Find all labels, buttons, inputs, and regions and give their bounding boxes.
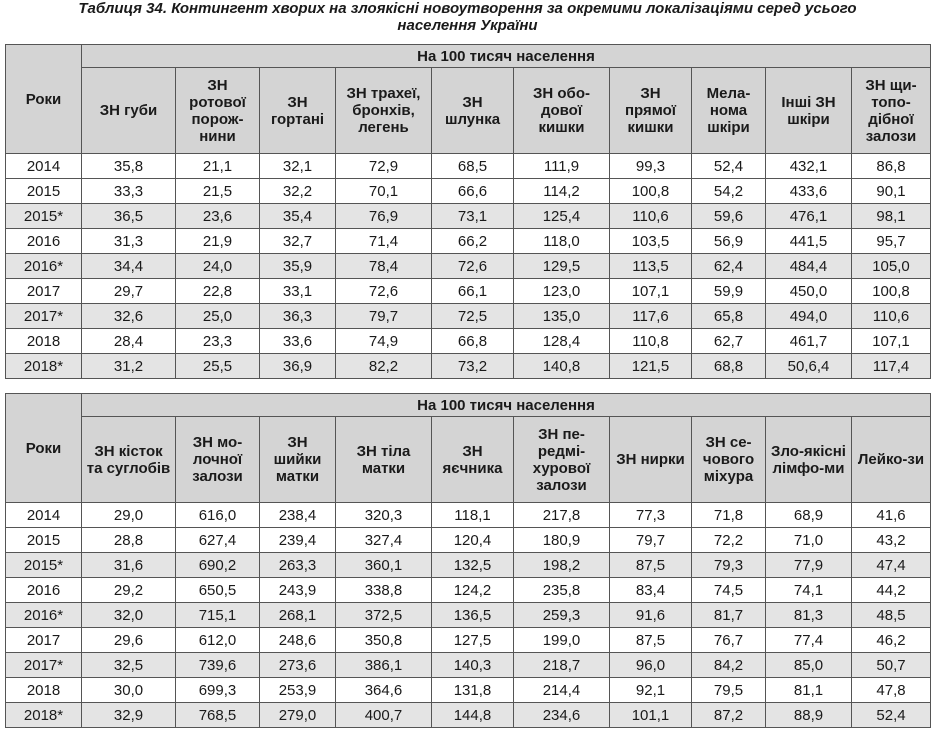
table-cell: 52,4: [852, 703, 931, 728]
table-cell: 41,6: [852, 503, 931, 528]
table-cell: 87,2: [692, 703, 766, 728]
table-cell: 32,7: [260, 229, 336, 254]
table-cell: 99,3: [610, 154, 692, 179]
super-header: На 100 тисяч населення: [82, 45, 931, 68]
table-cell: 273,6: [260, 653, 336, 678]
column-header: ЗН трахеї, бронхів, легень: [336, 68, 432, 154]
table-cell: 72,2: [692, 528, 766, 553]
table-cell: 650,5: [176, 578, 260, 603]
table-cell: 279,0: [260, 703, 336, 728]
column-header: ЗН щи-топо-дібної залози: [852, 68, 931, 154]
table-cell: 31,2: [82, 354, 176, 379]
table-cell: 68,5: [432, 154, 514, 179]
table-cell: 198,2: [514, 553, 610, 578]
table-cell: 70,1: [336, 179, 432, 204]
table-cell: 433,6: [766, 179, 852, 204]
row-year: 2015*: [6, 204, 82, 229]
column-header: ЗН тіла матки: [336, 417, 432, 503]
table-cell: 82,2: [336, 354, 432, 379]
table-cell: 50,7: [852, 653, 931, 678]
table-row: [6, 703, 931, 728]
table-cell: 218,7: [514, 653, 610, 678]
table-row: [6, 304, 931, 329]
table-cell: 360,1: [336, 553, 432, 578]
table-cell: 44,2: [852, 578, 931, 603]
table-row: [6, 528, 931, 553]
table-cell: 690,2: [176, 553, 260, 578]
table-cell: 28,4: [82, 329, 176, 354]
table-cell: 253,9: [260, 678, 336, 703]
column-header: Зло-якісні лімфо-ми: [766, 417, 852, 503]
table-cell: 441,5: [766, 229, 852, 254]
column-header: ЗН яєчника: [432, 417, 514, 503]
table-cell: 739,6: [176, 653, 260, 678]
table-cell: 110,6: [852, 304, 931, 329]
table-cell: 118,0: [514, 229, 610, 254]
row-year: 2018: [6, 329, 82, 354]
table-cell: 234,6: [514, 703, 610, 728]
table-row: [6, 229, 931, 254]
table-cell: 243,9: [260, 578, 336, 603]
table-cell: 48,5: [852, 603, 931, 628]
table-cell: 95,7: [852, 229, 931, 254]
table-cell: 74,9: [336, 329, 432, 354]
table-cell: 372,5: [336, 603, 432, 628]
table-cell: 73,2: [432, 354, 514, 379]
table-cell: 68,8: [692, 354, 766, 379]
table-cell: 33,3: [82, 179, 176, 204]
table-row: [6, 279, 931, 304]
years-header: Роки: [6, 45, 82, 154]
column-header: ЗН се-чового міхура: [692, 417, 766, 503]
table-row: [6, 254, 931, 279]
row-year: 2015: [6, 528, 82, 553]
table-cell: 21,1: [176, 154, 260, 179]
table-cell: 111,9: [514, 154, 610, 179]
table-cell: 110,6: [610, 204, 692, 229]
table-cell: 125,4: [514, 204, 610, 229]
table-cell: 43,2: [852, 528, 931, 553]
table-cell: 72,9: [336, 154, 432, 179]
table-cell: 238,4: [260, 503, 336, 528]
table-cell: 235,8: [514, 578, 610, 603]
table-cell: 320,3: [336, 503, 432, 528]
column-header: ЗН нирки: [610, 417, 692, 503]
column-header: ЗН кісток та суглобів: [82, 417, 176, 503]
table-cell: 715,1: [176, 603, 260, 628]
table-cell: 484,4: [766, 254, 852, 279]
table-cell: 33,6: [260, 329, 336, 354]
table-cell: 699,3: [176, 678, 260, 703]
table-cell: 117,4: [852, 354, 931, 379]
table-cell: 36,3: [260, 304, 336, 329]
table-cell: 31,6: [82, 553, 176, 578]
table-cell: 100,8: [852, 279, 931, 304]
table-cell: 364,6: [336, 678, 432, 703]
table-cell: 29,2: [82, 578, 176, 603]
row-year: 2017: [6, 279, 82, 304]
table-cell: 476,1: [766, 204, 852, 229]
table-cell: 91,6: [610, 603, 692, 628]
table-cell: 117,6: [610, 304, 692, 329]
table-2: [5, 393, 931, 728]
table-row: [6, 653, 931, 678]
table-cell: 100,8: [610, 179, 692, 204]
table-cell: 103,5: [610, 229, 692, 254]
column-header: ЗН ротової порож-нини: [176, 68, 260, 154]
row-year: 2016: [6, 578, 82, 603]
table-cell: 66,6: [432, 179, 514, 204]
row-year: 2016: [6, 229, 82, 254]
table-title: [0, 0, 935, 34]
table-cell: 47,8: [852, 678, 931, 703]
table-row: [6, 678, 931, 703]
table-cell: 79,3: [692, 553, 766, 578]
column-header: Інші ЗН шкіри: [766, 68, 852, 154]
table-cell: 23,3: [176, 329, 260, 354]
years-header: Роки: [6, 394, 82, 503]
table-cell: 46,2: [852, 628, 931, 653]
table-cell: 135,0: [514, 304, 610, 329]
table-cell: 29,7: [82, 279, 176, 304]
table-cell: 92,1: [610, 678, 692, 703]
column-header: ЗН гортані: [260, 68, 336, 154]
table-cell: 66,1: [432, 279, 514, 304]
table-cell: 386,1: [336, 653, 432, 678]
title-line-1: Таблиця 34. Контингент хворих на злоякісні новоутворення за окремими локалізаціями серед усього: [78, 0, 857, 17]
title-line-2: населення України: [397, 17, 538, 34]
table-cell: 71,8: [692, 503, 766, 528]
table-cell: 33,1: [260, 279, 336, 304]
table-cell: 76,9: [336, 204, 432, 229]
column-header: ЗН прямої кишки: [610, 68, 692, 154]
row-year: 2014: [6, 154, 82, 179]
row-year: 2014: [6, 503, 82, 528]
table-cell: 81,3: [766, 603, 852, 628]
table-row: [6, 603, 931, 628]
table-cell: 118,1: [432, 503, 514, 528]
table-cell: 65,8: [692, 304, 766, 329]
table-cell: 129,5: [514, 254, 610, 279]
table-cell: 79,7: [610, 528, 692, 553]
table-cell: 248,6: [260, 628, 336, 653]
table-cell: 105,0: [852, 254, 931, 279]
row-year: 2017*: [6, 304, 82, 329]
table-cell: 136,5: [432, 603, 514, 628]
table-cell: 400,7: [336, 703, 432, 728]
table-cell: 25,0: [176, 304, 260, 329]
table-row: [6, 329, 931, 354]
table-cell: 21,9: [176, 229, 260, 254]
row-year: 2018: [6, 678, 82, 703]
table-cell: 77,4: [766, 628, 852, 653]
table-row: [6, 179, 931, 204]
table-cell: 768,5: [176, 703, 260, 728]
row-year: 2016*: [6, 603, 82, 628]
table-cell: 87,5: [610, 628, 692, 653]
table-cell: 259,3: [514, 603, 610, 628]
table-cell: 72,5: [432, 304, 514, 329]
table-cell: 217,8: [514, 503, 610, 528]
table-cell: 132,5: [432, 553, 514, 578]
table-cell: 54,2: [692, 179, 766, 204]
table-row: [6, 628, 931, 653]
table-cell: 32,6: [82, 304, 176, 329]
row-year: 2018*: [6, 703, 82, 728]
table-cell: 72,6: [336, 279, 432, 304]
table-cell: 90,1: [852, 179, 931, 204]
table-cell: 87,5: [610, 553, 692, 578]
column-header: ЗН шлунка: [432, 68, 514, 154]
table-cell: 68,9: [766, 503, 852, 528]
table-cell: 180,9: [514, 528, 610, 553]
table-cell: 123,0: [514, 279, 610, 304]
table-cell: 36,9: [260, 354, 336, 379]
table-1: [5, 44, 931, 379]
row-year: 2017: [6, 628, 82, 653]
table-cell: 22,8: [176, 279, 260, 304]
table-cell: 32,0: [82, 603, 176, 628]
table-cell: 81,7: [692, 603, 766, 628]
table-cell: 350,8: [336, 628, 432, 653]
table-cell: 128,4: [514, 329, 610, 354]
table-cell: 66,2: [432, 229, 514, 254]
table-cell: 71,4: [336, 229, 432, 254]
table-cell: 127,5: [432, 628, 514, 653]
table-cell: 239,4: [260, 528, 336, 553]
column-header: ЗН губи: [82, 68, 176, 154]
table-row: [6, 204, 931, 229]
table-cell: 124,2: [432, 578, 514, 603]
table-cell: 131,8: [432, 678, 514, 703]
table-cell: 24,0: [176, 254, 260, 279]
table-cell: 28,8: [82, 528, 176, 553]
table-cell: 461,7: [766, 329, 852, 354]
row-year: 2015: [6, 179, 82, 204]
table-cell: 338,8: [336, 578, 432, 603]
table-cell: 66,8: [432, 329, 514, 354]
table-row: [6, 578, 931, 603]
table-cell: 120,4: [432, 528, 514, 553]
table-cell: 96,0: [610, 653, 692, 678]
table-cell: 34,4: [82, 254, 176, 279]
table-cell: 140,3: [432, 653, 514, 678]
table-cell: 83,4: [610, 578, 692, 603]
table-cell: 36,5: [82, 204, 176, 229]
table-cell: 84,2: [692, 653, 766, 678]
column-header: ЗН мо-лочної залози: [176, 417, 260, 503]
table-cell: 71,0: [766, 528, 852, 553]
table-cell: 59,6: [692, 204, 766, 229]
table-cell: 79,5: [692, 678, 766, 703]
table-cell: 81,1: [766, 678, 852, 703]
table-cell: 263,3: [260, 553, 336, 578]
table-cell: 77,3: [610, 503, 692, 528]
table-cell: 35,9: [260, 254, 336, 279]
table-row: [6, 354, 931, 379]
table-cell: 107,1: [852, 329, 931, 354]
row-year: 2016*: [6, 254, 82, 279]
table-cell: 50,6,4: [766, 354, 852, 379]
table-cell: 214,4: [514, 678, 610, 703]
table-cell: 432,1: [766, 154, 852, 179]
row-year: 2018*: [6, 354, 82, 379]
row-year: 2015*: [6, 553, 82, 578]
table-cell: 62,4: [692, 254, 766, 279]
table-cell: 79,7: [336, 304, 432, 329]
row-year: 2017*: [6, 653, 82, 678]
table-cell: 98,1: [852, 204, 931, 229]
table-cell: 25,5: [176, 354, 260, 379]
table-cell: 144,8: [432, 703, 514, 728]
table-cell: 74,1: [766, 578, 852, 603]
table-cell: 199,0: [514, 628, 610, 653]
table-row: [6, 553, 931, 578]
table-cell: 74,5: [692, 578, 766, 603]
table-cell: 21,5: [176, 179, 260, 204]
table-cell: 62,7: [692, 329, 766, 354]
table-cell: 72,6: [432, 254, 514, 279]
table-cell: 23,6: [176, 204, 260, 229]
table-cell: 32,1: [260, 154, 336, 179]
table-cell: 107,1: [610, 279, 692, 304]
table-cell: 88,9: [766, 703, 852, 728]
table-cell: 327,4: [336, 528, 432, 553]
column-header: ЗН пе-редмі-хурової залози: [514, 417, 610, 503]
table-cell: 30,0: [82, 678, 176, 703]
table-cell: 29,6: [82, 628, 176, 653]
table-cell: 113,5: [610, 254, 692, 279]
table-cell: 121,5: [610, 354, 692, 379]
table-cell: 35,8: [82, 154, 176, 179]
table-cell: 494,0: [766, 304, 852, 329]
table-cell: 32,5: [82, 653, 176, 678]
table-cell: 86,8: [852, 154, 931, 179]
column-header: Лейко-зи: [852, 417, 931, 503]
table-cell: 29,0: [82, 503, 176, 528]
table-cell: 140,8: [514, 354, 610, 379]
table-cell: 35,4: [260, 204, 336, 229]
table-cell: 52,4: [692, 154, 766, 179]
table-cell: 31,3: [82, 229, 176, 254]
table-cell: 78,4: [336, 254, 432, 279]
table-row: [6, 154, 931, 179]
table-cell: 110,8: [610, 329, 692, 354]
table-cell: 32,2: [260, 179, 336, 204]
table-cell: 59,9: [692, 279, 766, 304]
table-cell: 114,2: [514, 179, 610, 204]
table-cell: 76,7: [692, 628, 766, 653]
table-row: [6, 503, 931, 528]
table-cell: 32,9: [82, 703, 176, 728]
column-header: ЗН обо-дової кишки: [514, 68, 610, 154]
table-cell: 616,0: [176, 503, 260, 528]
table-cell: 56,9: [692, 229, 766, 254]
table-cell: 73,1: [432, 204, 514, 229]
table-cell: 47,4: [852, 553, 931, 578]
column-header: Мела-нома шкіри: [692, 68, 766, 154]
table-cell: 85,0: [766, 653, 852, 678]
table-cell: 77,9: [766, 553, 852, 578]
super-header: На 100 тисяч населення: [82, 394, 931, 417]
table-cell: 627,4: [176, 528, 260, 553]
table-cell: 612,0: [176, 628, 260, 653]
table-cell: 101,1: [610, 703, 692, 728]
table-cell: 450,0: [766, 279, 852, 304]
table-cell: 268,1: [260, 603, 336, 628]
column-header: ЗН шийки матки: [260, 417, 336, 503]
